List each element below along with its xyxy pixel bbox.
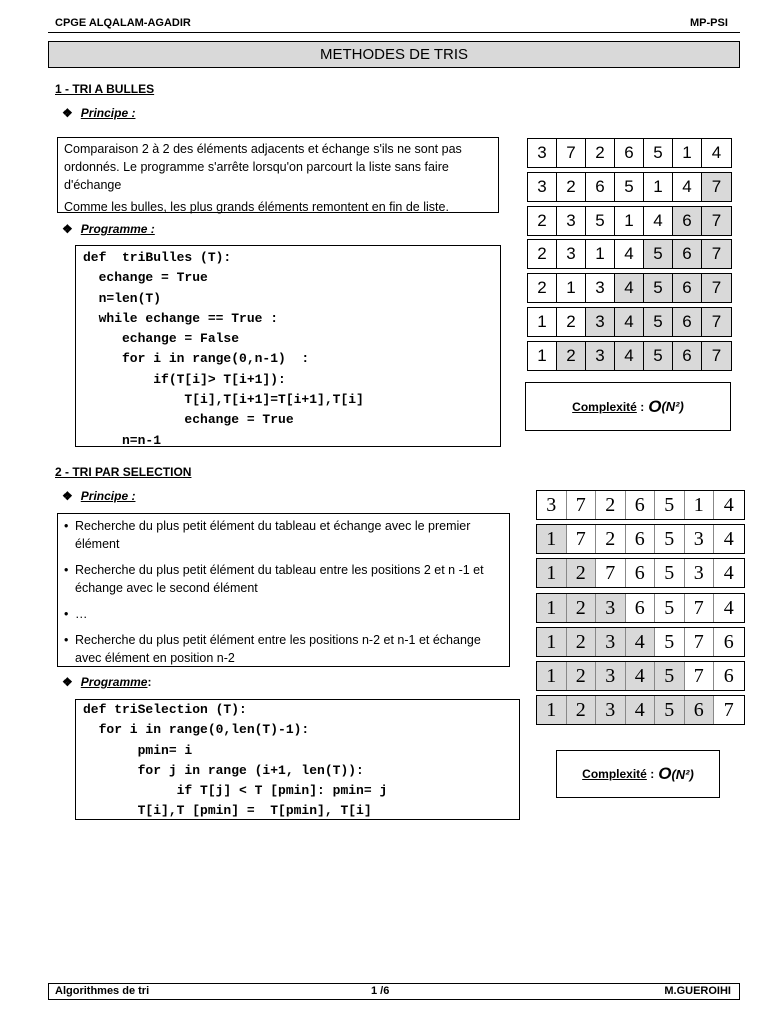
array-cell: 3	[596, 628, 626, 656]
list-item: • Recherche du plus petit élément du tableau et échange avec le premier élément	[62, 517, 503, 553]
array-cell: 1	[586, 240, 615, 268]
section1-programme-heading: ❖ Programme :	[62, 222, 155, 236]
section1-code-box	[75, 245, 501, 447]
array-cell: 5	[655, 696, 685, 724]
complexity-label: Complexité	[582, 767, 647, 781]
array-cell: 5	[644, 342, 673, 370]
array-cell: 3	[586, 308, 615, 336]
array-cell: 5	[655, 662, 685, 690]
footer-author: M.GUEROIHI	[664, 985, 731, 997]
array-cell: 3	[557, 240, 586, 268]
array-cell: 6	[673, 274, 702, 302]
header-divider	[48, 32, 740, 33]
array-cell: 7	[557, 139, 586, 167]
principe-paragraph-1: Comparaison 2 à 2 des éléments adjacents et échange s'ils ne sont pas ordonnés. Le programme s'arrête lorsqu'on parcourt la liste sans faire d'échange	[64, 142, 462, 192]
section2-programme-heading: ❖ Programme:	[62, 675, 152, 689]
section1-principe-heading: ❖ Principe :	[62, 106, 136, 120]
array-cell: 1	[537, 594, 567, 622]
code-line: pmin= i	[83, 742, 193, 758]
diamond-bullet-icon: ❖	[62, 222, 73, 236]
principe-paragraph-2: Comme les bulles, les plus grands éléments remontent en fin de liste.	[64, 200, 449, 214]
array-cell: 6	[723, 665, 734, 687]
array-cell: 4	[626, 628, 656, 656]
code-line: n=len(T)	[83, 290, 162, 306]
array-cell: 6	[673, 240, 702, 268]
list-item: • Recherche du plus petit élément du tableau entre les positions 2 et n -1 et échange avec le second élément	[62, 561, 503, 597]
array-cell: 5	[655, 594, 685, 622]
array-cell: 2	[557, 173, 586, 201]
section1-principe-box	[57, 137, 499, 213]
array-cell: 4	[723, 528, 734, 551]
section1-title: 1 - TRI A BULLES	[55, 82, 155, 96]
array-cell: 1	[557, 274, 586, 302]
array-cell: 7	[702, 240, 731, 268]
array-cell: 4	[615, 240, 644, 268]
header-class: MP-PSI	[690, 17, 728, 29]
array-row	[536, 490, 745, 520]
array-row	[536, 627, 745, 657]
array-cell: 7	[702, 308, 731, 336]
array-cell: 1	[537, 628, 567, 656]
complexity-o: O	[658, 764, 672, 783]
array-cell: 6	[626, 525, 656, 553]
diamond-bullet-icon: ❖	[62, 106, 73, 120]
array-cell: 7	[596, 559, 626, 587]
array-cell: 4	[711, 143, 722, 162]
array-cell: 1	[528, 342, 557, 370]
array-cell: 3	[596, 662, 626, 690]
array-cell: 2	[557, 308, 586, 336]
code-line: echange = True	[83, 412, 294, 428]
code-line: T[i],T[i+1]=T[i+1],T[i]	[83, 392, 364, 408]
array-cell: 3	[528, 173, 557, 201]
code-line: def triBulles (T):	[83, 250, 232, 265]
array-cell: 2	[567, 628, 597, 656]
code-line: if(T[i]> T[i+1]):	[83, 371, 286, 387]
array-row	[536, 695, 745, 725]
array-row	[536, 661, 745, 691]
footer-page: 1 /6	[371, 985, 390, 997]
array-cell: 4	[626, 662, 656, 690]
array-cell: 6	[615, 139, 644, 167]
complexity-n: (N²)	[661, 399, 684, 414]
code-line: n=n-1	[83, 432, 162, 448]
array-cell: 1	[537, 662, 567, 690]
code-line: echange = False	[83, 331, 240, 347]
array-cell: 1	[537, 696, 567, 724]
array-cell: 1	[644, 173, 673, 201]
code-line: echange = True	[83, 270, 208, 286]
array-row	[536, 558, 745, 588]
array-cell: 6	[586, 173, 615, 201]
array-cell: 6	[626, 491, 656, 519]
section1-complexity-box: Complexité : O (N²)	[525, 382, 731, 431]
array-cell: 2	[528, 207, 557, 235]
page-title: METHODES DE TRIS	[48, 41, 740, 68]
code-line: for i in range(0,len(T)-1):	[83, 722, 310, 738]
array-cell: 7	[685, 628, 715, 656]
code-line: if T[j] < T [pmin]: pmin= j	[83, 783, 388, 799]
array-cell: 5	[655, 491, 685, 519]
array-cell: 5	[655, 628, 685, 656]
array-cell: 2	[596, 491, 626, 519]
array-cell: 7	[567, 491, 597, 519]
array-cell: 1	[685, 491, 715, 519]
array-cell: 2	[567, 594, 597, 622]
array-cell: 1	[537, 559, 567, 587]
code-line: def triSelection (T):	[83, 702, 247, 717]
array-cell: 7	[702, 173, 731, 201]
array-cell: 6	[626, 594, 656, 622]
header-school: CPGE ALQALAM-AGADIR	[55, 17, 191, 29]
diamond-bullet-icon: ❖	[62, 489, 73, 503]
array-cell: 5	[644, 240, 673, 268]
array-cell: 3	[596, 594, 626, 622]
array-cell: 7	[702, 274, 731, 302]
array-cell: 6	[673, 207, 702, 235]
array-cell: 2	[567, 696, 597, 724]
section2-code-box	[75, 699, 520, 820]
array-cell: 3	[557, 207, 586, 235]
array-cell: 4	[615, 308, 644, 336]
array-cell: 5	[655, 559, 685, 587]
array-cell: 4	[673, 173, 702, 201]
array-cell: 7	[702, 342, 731, 370]
array-cell: 3	[586, 274, 615, 302]
code-line: for j in range (i+1, len(T)):	[83, 762, 364, 778]
array-cell: 7	[685, 662, 715, 690]
array-cell: 5	[655, 525, 685, 553]
list-item: • …	[62, 605, 503, 623]
array-cell: 2	[586, 139, 615, 167]
array-cell: 4	[723, 562, 734, 585]
array-cell: 4	[626, 696, 656, 724]
footer	[48, 983, 740, 1000]
list-item: • Recherche du plus petit élément entre les positions n-2 et n-1 et échange avec élément en position n-2	[62, 631, 503, 667]
array-row	[527, 273, 732, 303]
array-cell: 4	[615, 342, 644, 370]
array-cell: 7	[702, 207, 731, 235]
array-cell: 1	[615, 207, 644, 235]
array-cell: 3	[685, 525, 715, 553]
array-cell: 4	[615, 274, 644, 302]
array-cell: 2	[528, 274, 557, 302]
diamond-bullet-icon: ❖	[62, 675, 73, 689]
array-cell: 7	[685, 594, 715, 622]
array-cell: 6	[685, 696, 715, 724]
array-cell: 5	[615, 173, 644, 201]
array-cell: 3	[537, 491, 567, 519]
section2-principe-box	[57, 513, 510, 667]
array-cell: 4	[723, 494, 734, 516]
array-cell: 3	[528, 139, 557, 167]
array-cell: 3	[586, 342, 615, 370]
code-line: for i in range(0,n-1) :	[83, 351, 310, 367]
array-cell: 2	[567, 662, 597, 690]
complexity-label: Complexité	[572, 399, 637, 414]
array-cell: 7	[567, 525, 597, 553]
array-cell: 5	[644, 308, 673, 336]
array-cell: 6	[723, 630, 734, 653]
array-cell: 2	[528, 240, 557, 268]
footer-left: Algorithmes de tri	[55, 985, 150, 997]
section2-principe-heading: ❖ Principe :	[62, 489, 136, 503]
array-row	[527, 172, 732, 202]
array-row	[536, 524, 745, 554]
array-row	[527, 341, 732, 371]
section2-complexity-box: Complexité : O (N²)	[556, 750, 720, 798]
array-cell: 4	[723, 596, 734, 619]
array-cell: 6	[626, 559, 656, 587]
array-cell: 2	[596, 525, 626, 553]
array-row	[527, 239, 732, 269]
complexity-o: O	[648, 396, 662, 416]
array-cell: 1	[537, 525, 567, 553]
array-cell: 1	[528, 308, 557, 336]
array-cell: 2	[557, 342, 586, 370]
array-cell: 5	[586, 207, 615, 235]
array-row	[527, 307, 732, 337]
array-cell: 2	[567, 559, 597, 587]
array-cell: 7	[723, 699, 734, 722]
array-row	[536, 593, 745, 623]
array-row	[527, 206, 732, 236]
array-cell: 3	[596, 696, 626, 724]
array-cell: 3	[685, 559, 715, 587]
section2-title: 2 - TRI PAR SELECTION	[55, 465, 192, 479]
complexity-n: (N²)	[671, 766, 694, 782]
array-cell: 5	[644, 139, 673, 167]
array-cell: 1	[673, 139, 702, 167]
code-line: while echange == True :	[83, 310, 279, 326]
array-cell: 6	[673, 342, 702, 370]
array-cell: 5	[644, 274, 673, 302]
array-row	[527, 138, 732, 168]
code-line: T[i],T [pmin] = T[pmin], T[i]	[83, 803, 372, 819]
array-cell: 4	[644, 207, 673, 235]
array-cell: 6	[673, 308, 702, 336]
